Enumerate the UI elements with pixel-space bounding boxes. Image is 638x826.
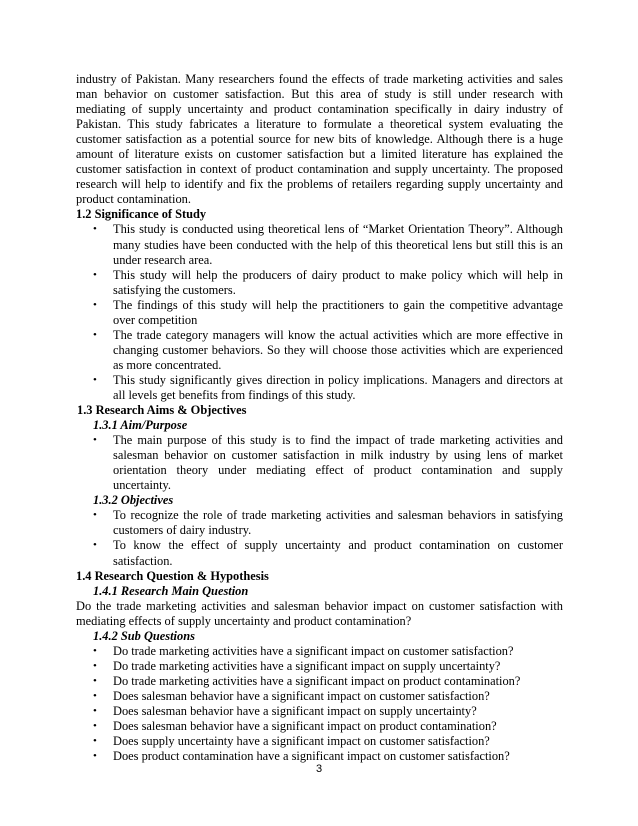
list-item	[93, 688, 563, 704]
section-heading-aims: 1.3 Research Aims & Objectives	[77, 403, 247, 418]
list-item	[93, 658, 563, 674]
bullet-icon: •	[93, 539, 97, 552]
list-item-text: Do trade marketing activities have a significant impact on customer satisfaction?	[113, 643, 514, 658]
list-item-text: Does salesman behavior have a significant impact on supply uncertainty?	[113, 703, 477, 718]
list-item-text: The findings of this study will help the practitioners to gain the competitive advantage over competition	[113, 297, 563, 327]
significance-list	[76, 222, 563, 403]
page-number: 3	[315, 763, 323, 775]
subsection-heading-objectives: 1.3.2 Objectives	[93, 493, 174, 508]
bullet-icon: •	[93, 720, 97, 733]
bullet-icon: •	[93, 750, 97, 763]
bullet-icon: •	[93, 689, 97, 702]
section-heading-significance: 1.2 Significance of Study	[76, 207, 207, 222]
list-item	[93, 372, 563, 403]
bullet-icon: •	[93, 373, 97, 386]
bullet-icon: •	[93, 509, 97, 522]
list-item	[93, 327, 563, 373]
list-item-text: Does salesman behavior have a significant impact on customer satisfaction?	[113, 688, 490, 703]
list-item	[93, 643, 563, 659]
list-item	[93, 719, 563, 734]
page-content	[76, 72, 563, 764]
list-item-text: This study significantly gives direction in policy implications. Managers and directors at all levels get benefits from findings of this study.	[113, 372, 563, 402]
aim-list	[76, 433, 563, 493]
bullet-icon: •	[93, 704, 97, 717]
list-item	[93, 673, 563, 689]
list-item	[93, 433, 563, 493]
bullet-icon: •	[93, 674, 97, 687]
list-item-text: Does salesman behavior have a significant impact on product contamination?	[113, 719, 497, 734]
list-item	[93, 538, 563, 568]
sub-questions-list	[76, 644, 563, 764]
list-item	[93, 734, 563, 749]
bullet-icon: •	[93, 298, 97, 311]
list-item	[93, 267, 563, 298]
list-item-text: This study is conducted using theoretical lens of “Market Orientation Theory”. Although many studies have been conducted with the help of this theoretical lens but still this is an under research area.	[113, 222, 563, 267]
subsection-heading-sub-questions: 1.4.2 Sub Questions	[93, 628, 195, 643]
list-item-text: To know the effect of supply uncertainty and product contamination on customer satisfaction.	[113, 538, 563, 568]
intro-paragraph: industry of Pakistan. Many researchers found the effects of trade marketing activities and sales man behavior on customer satisfaction. But this area of study is still under research with mediating of supply uncertainty and product contamination specifically in dairy industry of Pakistan. This study fabricates a literature to formulate a theoretical system evaluating the customer satisfaction as a potential source for new bits of knowledge. Although there is a huge amount of literature exists on customer satisfaction but a limited literature has explained the customer satisfaction in context of product contamination and supply uncertainty. The proposed research will help to identify and fix the problems of retailers regarding supply uncertainty and product contamination.	[76, 72, 563, 207]
subsection-heading-main-question: 1.4.1 Research Main Question	[93, 583, 249, 598]
bullet-icon: •	[93, 659, 97, 672]
list-item	[93, 297, 563, 328]
section-heading-questions: 1.4 Research Question & Hypothesis	[76, 568, 269, 583]
list-item-text: Does supply uncertainty have a significant impact on customer satisfaction?	[113, 734, 490, 749]
list-item-text: Do trade marketing activities have a significant impact on supply uncertainty?	[113, 658, 501, 673]
objectives-list	[76, 508, 563, 568]
list-item-text: To recognize the role of trade marketing activities and salesman behaviors in satisfying customers of dairy industry.	[113, 508, 563, 538]
bullet-icon: •	[93, 644, 97, 657]
list-item-text: The trade category managers will know the actual activities which are more effective in changing customer behaviors. So they will choose those activities which are experienced as more concentrated.	[113, 327, 563, 372]
bullet-icon: •	[93, 434, 97, 447]
list-item-text: Does product contamination have a significant impact on customer satisfaction?	[113, 749, 510, 764]
list-item-text: The main purpose of this study is to find the impact of trade marketing activities and salesman behavior on customer satisfaction in milk industry by using lens of market orientation theory under mediating effect of product contamination and supply uncertainty.	[113, 433, 563, 493]
list-item	[93, 222, 563, 267]
list-item-text: This study will help the producers of dairy product to make policy which will help in satisfying the customers.	[113, 267, 563, 297]
list-item	[93, 508, 563, 538]
list-item	[93, 703, 563, 719]
bullet-icon: •	[93, 223, 97, 236]
bullet-icon: •	[93, 268, 97, 281]
list-item-text: Do trade marketing activities have a significant impact on product contamination?	[113, 673, 521, 688]
main-question-text: Do the trade marketing activities and salesman behavior impact on customer satisfaction with mediating effects of supply uncertainty and product contamination?	[76, 598, 563, 628]
subsection-heading-aim: 1.3.1 Aim/Purpose	[93, 418, 188, 433]
bullet-icon: •	[93, 328, 97, 341]
bullet-icon: •	[93, 735, 97, 748]
